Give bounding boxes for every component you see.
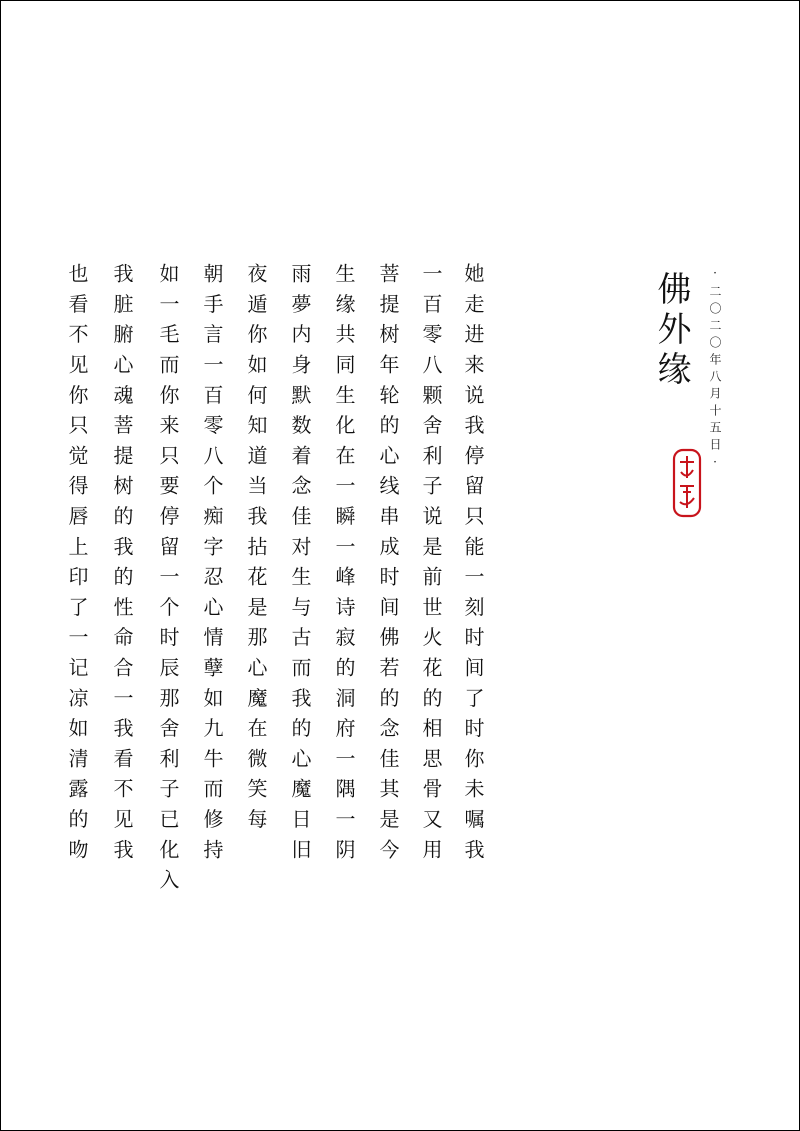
seal-stamp-icon — [672, 448, 702, 518]
poem-column-4: 生缘共同生化在一瞬一峰诗寂的洞府一隅一阴 — [332, 263, 356, 869]
poem-column-2: 一百零八颗舍利子说是前世火花的相思骨又用 — [419, 263, 443, 869]
poem-column-9: 我脏腑心魂菩提树的我的性命合一我看不见我 — [110, 263, 134, 869]
poem-column-1: 她走进来说我停留只能一刻时间了时你未嘱我 — [461, 263, 485, 869]
poem-title: 佛外缘 — [651, 271, 691, 391]
poem-column-3: 菩提树年轮的心线串成时间佛若的念佳其是今 — [376, 263, 400, 869]
poem-column-10: 也看不见你只觉得唇上印了一记凉如清露的吻 — [65, 263, 89, 869]
poem-column-5: 雨夢内身默数着念佳对生与古而我的心魔日旧 — [288, 263, 312, 869]
poem-column-7: 朝手言一百零八个痴字忍心情孽如九牛而修持 — [200, 263, 224, 869]
poem-column-6: 夜遁你如何知道当我拈花是那心魔在微笑每 — [244, 263, 268, 839]
date-line: ·二〇二〇年八月十五日· — [708, 266, 722, 474]
poem-column-8: 如一毛而你来只要停留一个时辰那舍利子已化入 — [156, 263, 180, 900]
